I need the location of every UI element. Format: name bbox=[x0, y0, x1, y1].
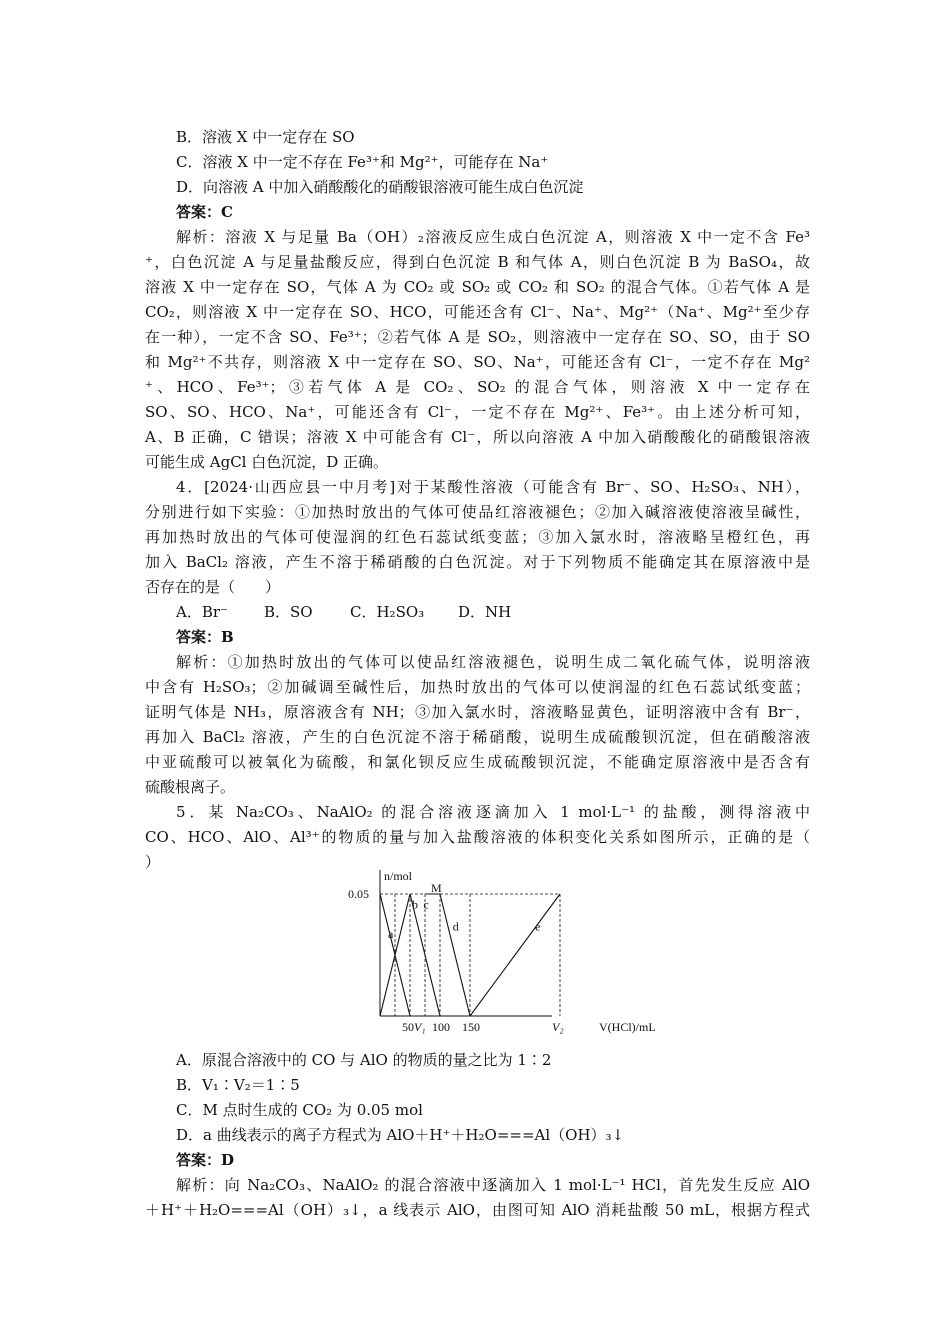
q4-stem-line: 加入 BaCl₂ 溶液，产生不溶于稀硝酸的白色沉淀。对于下列物质不能确定其在原溶液中是 bbox=[145, 553, 810, 571]
x-tick-label: V₁ bbox=[414, 1020, 426, 1034]
q5-option-b: B．V₁∶V₂＝1∶5 bbox=[176, 1076, 300, 1094]
q3-analysis-line: 解析：溶液 X 与足量 Ba（OH）₂溶液反应生成白色沉淀 A，则溶液 X 中一定不含 Fe³ bbox=[176, 228, 810, 246]
q5-stem-line: CO、HCO、AlO、Al³⁺的物质的量与加入盐酸溶液的体积变化关系如图所示，正确的是（ bbox=[145, 828, 810, 846]
series-line-c bbox=[410, 894, 440, 1016]
y-tick-label: 0.05 bbox=[348, 887, 369, 901]
series-label-d: d bbox=[452, 919, 459, 934]
q5-option-c: C．M 点时生成的 CO₂ 为 0.05 mol bbox=[176, 1101, 423, 1119]
chart-figure bbox=[340, 868, 660, 1038]
q3-analysis-line: CO₂，则溶液 X 中一定存在 SO、HCO，可能还含有 Cl⁻、Na⁺、Mg²⁺（Na⁺、Mg²⁺至少存 bbox=[145, 303, 810, 321]
q4-analysis-line: 硫酸根离子。 bbox=[145, 778, 236, 796]
series-label-a: a bbox=[388, 926, 394, 941]
q4-stem-line: 4．[2024·山西应县一中月考]对于某酸性溶液（可能含有 Br⁻、SO、H₂SO₃、NH）， bbox=[176, 478, 810, 496]
q4-analysis-line: 中含有 H₂SO₃；②加碱调至碱性后，加热时放出的气体可以使润湿的红色石蕊试纸变蓝； bbox=[145, 678, 810, 696]
q4-option-c: C．H₂SO₃ bbox=[350, 603, 425, 621]
q3-analysis-line: ⁺、HCO、Fe³⁺；③若气体 A 是 CO₂、SO₂ 的混合气体，则溶液 X 中一定存在 bbox=[145, 378, 810, 396]
q3-option-b: B．溶液 X 中一定存在 SO bbox=[176, 128, 355, 146]
x-tick-label: 100 bbox=[432, 1020, 450, 1034]
q3-answer: 答案：C bbox=[176, 203, 233, 221]
q4-option-d: D．NH bbox=[458, 603, 512, 621]
q5-analysis-line: ＋H⁺＋H₂O===Al（OH）₃↓，a 线表示 AlO，由图可知 AlO 消耗盐酸 50 mL，根据方程式 bbox=[145, 1201, 810, 1219]
x-tick-label: 150 bbox=[462, 1020, 480, 1034]
q5-option-d: D．a 曲线表示的离子方程式为 AlO＋H⁺＋H₂O===Al（OH）₃↓ bbox=[176, 1126, 625, 1144]
q5-stem-line: ） bbox=[145, 853, 161, 871]
q4-answer: 答案：B bbox=[176, 628, 234, 646]
series-line-e bbox=[470, 894, 560, 1016]
q3-analysis-line: ⁺，白色沉淀 A 与足量盐酸反应，得到白色沉淀 B 和气体 A，则白色沉淀 B 为 BaSO₄，故 bbox=[145, 253, 810, 271]
q3-analysis-line: 和 Mg²⁺不共存，则溶液 X 中一定存在 SO、SO、Na⁺，可能还含有 Cl⁻，一定不存在 Mg² bbox=[145, 353, 810, 371]
guide-lines bbox=[380, 894, 560, 1016]
q4-analysis-line: 再加入 BaCl₂ 溶液，产生的白色沉淀不溶于稀硝酸，说明生成硫酸钡沉淀，但在硝酸溶液 bbox=[145, 728, 810, 746]
q3-analysis-line: 在一种），一定不含 SO、Fe³⁺；②若气体 A 是 SO₂，则溶液中一定存在 SO、SO，由于 SO bbox=[145, 328, 810, 346]
q4-stem-line: 分别进行如下实验：①加热时放出的气体可使品红溶液褪色；②加入碱溶液使溶液呈碱性， bbox=[145, 503, 810, 521]
q3-option-d: D．向溶液 A 中加入硝酸酸化的硝酸银溶液可能生成白色沉淀 bbox=[176, 178, 584, 196]
series-label-e: e bbox=[535, 919, 541, 934]
q4-analysis-line: 证明气体是 NH₃，原溶液含有 NH；③加入氯水时，溶液略显黄色，证明溶液中含有 Br⁻， bbox=[145, 703, 810, 721]
q5-option-a: A．原混合溶液中的 CO 与 AlO 的物质的量之比为 1∶2 bbox=[176, 1051, 552, 1069]
x-tick-label: 50 bbox=[402, 1020, 414, 1034]
point-m-label: M bbox=[431, 881, 442, 895]
q3-analysis-line: A、B 正确，C 错误；溶液 X 中可能含有 Cl⁻，所以向溶液 A 中加入硝酸酸化的硝酸银溶液 bbox=[145, 428, 810, 446]
q3-option-c: C．溶液 X 中一定不存在 Fe³⁺和 Mg²⁺，可能存在 Na⁺ bbox=[176, 153, 549, 171]
q4-option-a: A．Br⁻ bbox=[176, 603, 228, 621]
x-tick-labels bbox=[402, 1020, 564, 1034]
q4-options bbox=[176, 602, 810, 622]
series-label-b: b bbox=[412, 897, 418, 912]
series-line-d bbox=[425, 894, 470, 1016]
q4-option-b: B．SO bbox=[264, 603, 313, 621]
x-axis-label: V(HCl)/mL bbox=[599, 1020, 656, 1034]
series-label-c: c bbox=[423, 897, 429, 912]
y-axis-label: n/mol bbox=[384, 869, 413, 883]
q5-answer: 答案：D bbox=[176, 1151, 235, 1169]
q4-stem-line: 否存在的是（ ） bbox=[145, 578, 281, 596]
q4-analysis-line: 中亚硫酸可以被氧化为硫酸，和氯化钡反应生成硫酸钡沉淀，不能确定原溶液中是否含有 bbox=[145, 753, 810, 771]
q3-analysis-line: SO、SO、HCO、Na⁺，可能还含有 Cl⁻，一定不存在 Mg²⁺、Fe³⁺。由上述分析可知， bbox=[145, 403, 810, 421]
q4-stem-line: 再加热时放出的气体可使湿润的红色石蕊试纸变蓝；③加入氯水时，溶液略呈橙红色，再 bbox=[145, 528, 810, 546]
q4-analysis-line: 解析：①加热时放出的气体可以使品红溶液褪色，说明生成二氧化硫气体，说明溶液 bbox=[176, 653, 810, 671]
q5-stem-line: 5．某 Na₂CO₃、NaAlO₂ 的混合溶液逐滴加入 1 mol·L⁻¹ 的盐酸，测得溶液中 bbox=[176, 803, 810, 821]
series-labels bbox=[388, 898, 540, 941]
q3-analysis-line: 溶液 X 中一定存在 SO，气体 A 为 CO₂ 或 SO₂ 或 CO₂ 和 SO₂ 的混合气体。①若气体 A 是 bbox=[145, 278, 810, 296]
q5-analysis-line: 解析：向 Na₂CO₃、NaAlO₂ 的混合溶液中逐滴加入 1 mol·L⁻¹ HCl，首先发生反应 AlO bbox=[176, 1176, 810, 1194]
x-tick-label: V₂ bbox=[552, 1020, 564, 1034]
q3-analysis-line: 可能生成 AgCl 白色沉淀，D 正确。 bbox=[145, 453, 389, 471]
